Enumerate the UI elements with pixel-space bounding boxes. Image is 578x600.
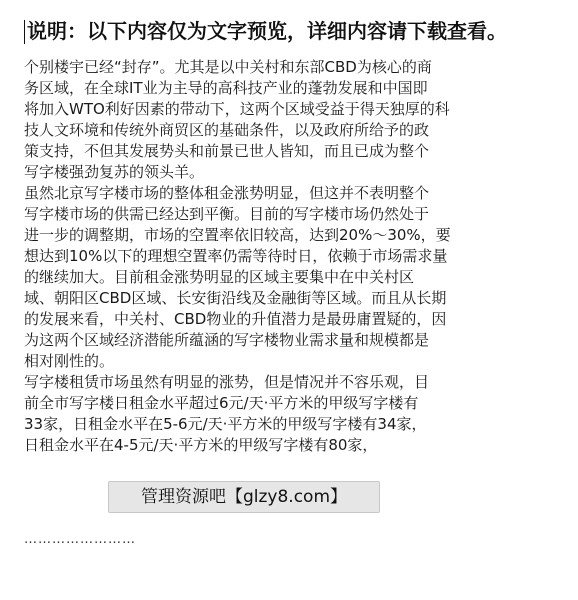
- text-line: 写字楼租赁市场虽然有明显的涨势，但是情况并不容乐观，目: [24, 373, 430, 391]
- text-line: 策支持，不但其发展势头和前景已世人皆知，而且已成为整个: [24, 142, 430, 160]
- ellipsis: ……………………: [24, 532, 136, 547]
- text-line: 务区域，在全球IT业为主导的高科技产业的蓬勃发展和中国即: [24, 79, 428, 97]
- document-body: [24, 57, 451, 456]
- text-line: 33家，日租金水平在5-6元/天·平方米的甲级写字楼有34家，: [24, 415, 427, 433]
- text-line: 想达到10%以下的理想空置率仍需等待时日，依赖于市场需求量: [24, 247, 448, 265]
- watermark-banner: 管理资源吧【glzy8.com】: [108, 481, 380, 513]
- text-line: 域、朝阳区CBD区域、长安街沿线及金融街等区域。而且从长期: [24, 289, 447, 307]
- text-line: 虽然北京写字楼市场的整体租金涨势明显，但这并不表明整个: [24, 184, 430, 202]
- text-line: 前全市写字楼日租金水平超过6元/天·平方米的甲级写字楼有: [24, 394, 419, 412]
- preview-notice: 说明：以下内容仅为文字预览，详细内容请下载查看。: [27, 19, 507, 43]
- text-line: 的继续加大。目前租金涨势明显的区域主要集中在中关村区: [24, 268, 415, 286]
- text-cursor: [24, 20, 25, 44]
- text-line: 日租金水平在4-5元/天·平方米的甲级写字楼有80家，: [24, 436, 378, 454]
- text-line: 个别楼宇已经“封存”。尤其是以中关村和东部CBD为核心的商: [24, 58, 432, 76]
- text-line: 相对刚性的。: [24, 352, 115, 370]
- text-line: 为这两个区域经济潜能所蕴涵的写字楼物业需求量和规模都是: [24, 331, 430, 349]
- text-line: 写字楼强劲复苏的领头羊。: [24, 163, 205, 181]
- text-line: 将加入WTO利好因素的带动下，这两个区域受益于得天独厚的科: [24, 100, 450, 118]
- text-line: 技人文环境和传统外商贸区的基础条件，以及政府所给予的政: [24, 121, 430, 139]
- text-line: 写字楼市场的供需已经达到平衡。目前的写字楼市场仍然处于: [24, 205, 430, 223]
- text-line: 的发展来看，中关村、CBD物业的升值潜力是最毋庸置疑的，因: [24, 310, 447, 328]
- text-line: 进一步的调整期，市场的空置率依旧较高，达到20%～30%，要: [24, 226, 451, 244]
